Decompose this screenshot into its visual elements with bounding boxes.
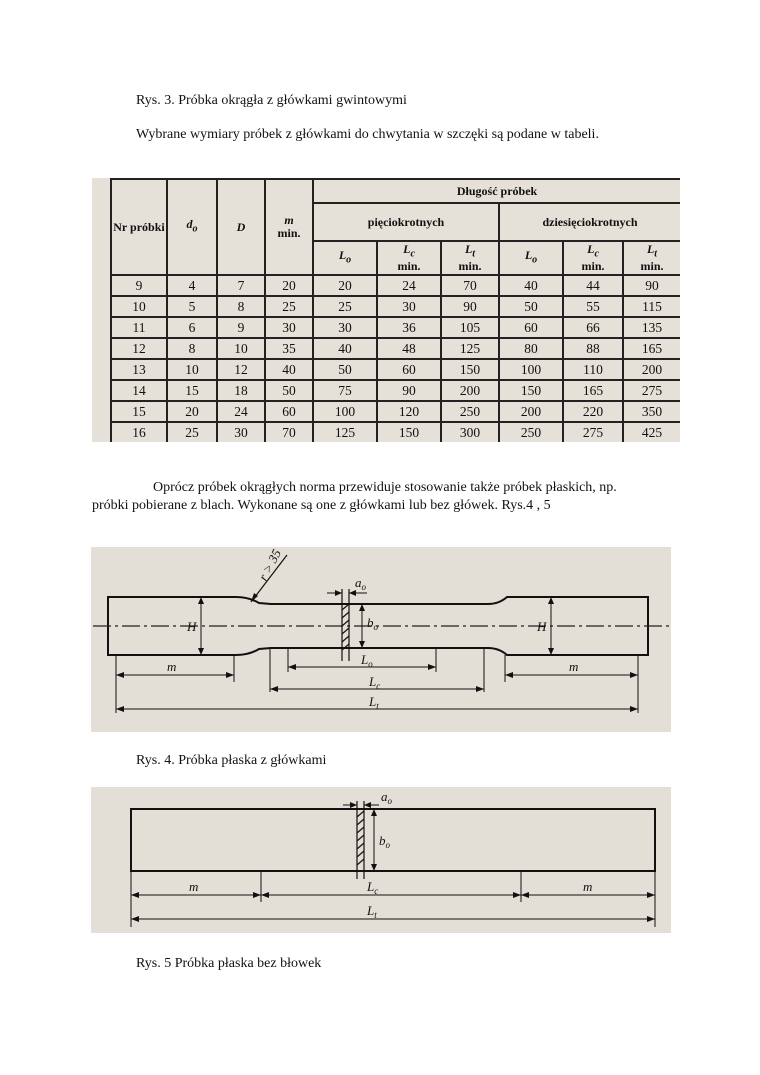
table-cell: 70	[265, 422, 313, 442]
table-cell: 10	[167, 359, 217, 380]
fig4-Lt-label: $L_t$	[369, 694, 379, 711]
table-cell: 12	[111, 338, 167, 359]
table-cell: 200	[499, 401, 563, 422]
table-cell: 110	[563, 359, 623, 380]
table-cell: 150	[499, 380, 563, 401]
fig5-drawing	[91, 787, 671, 933]
fig5-m-left-label: m	[189, 879, 199, 894]
table-cell: 200	[623, 359, 680, 380]
table-cell: 24	[377, 275, 441, 296]
fig4-a0-label: $a_o$	[355, 575, 366, 592]
fig5-Lc-label: $L_c$	[367, 879, 379, 896]
table-cell: 8	[167, 338, 217, 359]
table-cell: 20	[265, 275, 313, 296]
table-cell: 150	[441, 359, 499, 380]
table-cell: 9	[111, 275, 167, 296]
fig4-caption: Rys. 4. Próbka płaska z główkami	[136, 753, 327, 768]
table-cell: 425	[623, 422, 680, 442]
table-cell: 55	[563, 296, 623, 317]
table-cell: 25	[265, 296, 313, 317]
table-cell: 80	[499, 338, 563, 359]
fig5-Lt-label: $L_t$	[367, 903, 377, 920]
table-cell: 90	[623, 275, 680, 296]
table-cell: 13	[111, 359, 167, 380]
dimensions-table-scan	[92, 178, 680, 442]
fig5-svg	[91, 787, 671, 933]
table-cell: 60	[499, 317, 563, 338]
table-row	[111, 317, 680, 338]
header-group-length: Długość próbek	[313, 179, 680, 203]
table-cell: 120	[377, 401, 441, 422]
header-ten-times: dziesięciokrotnych	[499, 203, 680, 241]
fig4-m-left-label: m	[167, 659, 177, 674]
table-cell: 88	[563, 338, 623, 359]
fig4-H-left-label: H	[187, 619, 197, 634]
fig4-svg	[91, 547, 671, 732]
fig5-a0-label: $a_o$	[381, 789, 392, 806]
table-cell: 30	[377, 296, 441, 317]
table-cell: 40	[499, 275, 563, 296]
header-L0-five: $L_o$	[313, 241, 377, 275]
header-Lc-ten: $L_c$ min.	[563, 241, 623, 275]
paragraph-line-2: próbki pobierane z blach. Wykonane są one z główkami lub bez główek. Rys.4 , 5	[92, 498, 551, 513]
table-cell: 10	[217, 338, 265, 359]
table-cell: 100	[313, 401, 377, 422]
fig4-b0-label: $b_o$	[367, 615, 378, 632]
fig5-caption: Rys. 5 Próbka płaska bez błowek	[136, 956, 322, 971]
table-row	[111, 359, 680, 380]
table-cell: 25	[167, 422, 217, 442]
table-cell: 150	[377, 422, 441, 442]
header-nr: Nr próbki	[111, 179, 167, 275]
fig4-H-right-label: H	[537, 619, 547, 634]
table-cell: 25	[313, 296, 377, 317]
table-cell: 7	[217, 275, 265, 296]
table-cell: 20	[167, 401, 217, 422]
table-cell: 115	[623, 296, 680, 317]
table-cell: 35	[265, 338, 313, 359]
fig4-drawing	[91, 547, 671, 732]
table-cell: 75	[313, 380, 377, 401]
table-cell: 300	[441, 422, 499, 442]
table-cell: 36	[377, 317, 441, 338]
dimensions-table	[110, 178, 680, 442]
table-cell: 50	[499, 296, 563, 317]
fig3-caption: Rys. 3. Próbka okrągła z główkami gwintowymi	[136, 93, 407, 108]
fig4-radius-label: r > 35	[255, 547, 285, 584]
header-Lt-ten: $L_t$ min.	[623, 241, 680, 275]
table-cell: 9	[217, 317, 265, 338]
table-cell: 6	[167, 317, 217, 338]
fig5-b0-label: $b_o$	[379, 833, 390, 850]
table-cell: 24	[217, 401, 265, 422]
table-cell: 50	[313, 359, 377, 380]
table-cell: 90	[441, 296, 499, 317]
table-cell: 40	[313, 338, 377, 359]
table-row	[111, 338, 680, 359]
table-cell: 8	[217, 296, 265, 317]
table-cell: 100	[499, 359, 563, 380]
table-cell: 40	[265, 359, 313, 380]
table-cell: 220	[563, 401, 623, 422]
table-row	[111, 296, 680, 317]
table-cell: 135	[623, 317, 680, 338]
header-d0: $d_o$	[167, 179, 217, 275]
table-cell: 275	[623, 380, 680, 401]
fig4-L0-label: $L_o$	[361, 652, 373, 669]
table-row	[111, 380, 680, 401]
table-cell: 16	[111, 422, 167, 442]
table-cell: 48	[377, 338, 441, 359]
table-cell: 30	[217, 422, 265, 442]
intro-text: Wybrane wymiary próbek z główkami do chwytania w szczęki są podane w tabeli.	[136, 127, 599, 142]
header-D: D	[217, 179, 265, 275]
table-cell: 60	[377, 359, 441, 380]
table-cell: 165	[563, 380, 623, 401]
table-cell: 44	[563, 275, 623, 296]
table-cell: 10	[111, 296, 167, 317]
table-cell: 70	[441, 275, 499, 296]
header-Lc-five: $L_c$ min.	[377, 241, 441, 275]
table-cell: 250	[499, 422, 563, 442]
fig5-m-right-label: m	[583, 879, 593, 894]
table-cell: 30	[313, 317, 377, 338]
table-cell: 50	[265, 380, 313, 401]
table-row	[111, 275, 680, 296]
table-cell: 125	[313, 422, 377, 442]
table-cell: 105	[441, 317, 499, 338]
header-Lt-five: $L_t$ min.	[441, 241, 499, 275]
table-cell: 11	[111, 317, 167, 338]
fig4-Lc-label: $L_c$	[369, 674, 381, 691]
table-row	[111, 422, 680, 442]
table-cell: 15	[111, 401, 167, 422]
table-cell: 90	[377, 380, 441, 401]
table-cell: 14	[111, 380, 167, 401]
table-cell: 200	[441, 380, 499, 401]
table-cell: 15	[167, 380, 217, 401]
table-cell: 60	[265, 401, 313, 422]
table-cell: 18	[217, 380, 265, 401]
table-cell: 12	[217, 359, 265, 380]
table-cell: 30	[265, 317, 313, 338]
table-cell: 350	[623, 401, 680, 422]
table-cell: 5	[167, 296, 217, 317]
table-cell: 275	[563, 422, 623, 442]
table-cell: 250	[441, 401, 499, 422]
table-cell: 66	[563, 317, 623, 338]
header-L0-ten: $L_o$	[499, 241, 563, 275]
header-five-times: pięciokrotnych	[313, 203, 499, 241]
table-row	[111, 401, 680, 422]
header-m: m min.	[265, 179, 313, 275]
table-cell: 20	[313, 275, 377, 296]
fig4-m-right-label: m	[569, 659, 579, 674]
paragraph-line-1: Oprócz próbek okrągłych norma przewiduje stosowanie także próbek płaskich, np.	[153, 480, 617, 495]
table-body	[111, 275, 680, 442]
table-cell: 165	[623, 338, 680, 359]
table-cell: 125	[441, 338, 499, 359]
table-cell: 4	[167, 275, 217, 296]
